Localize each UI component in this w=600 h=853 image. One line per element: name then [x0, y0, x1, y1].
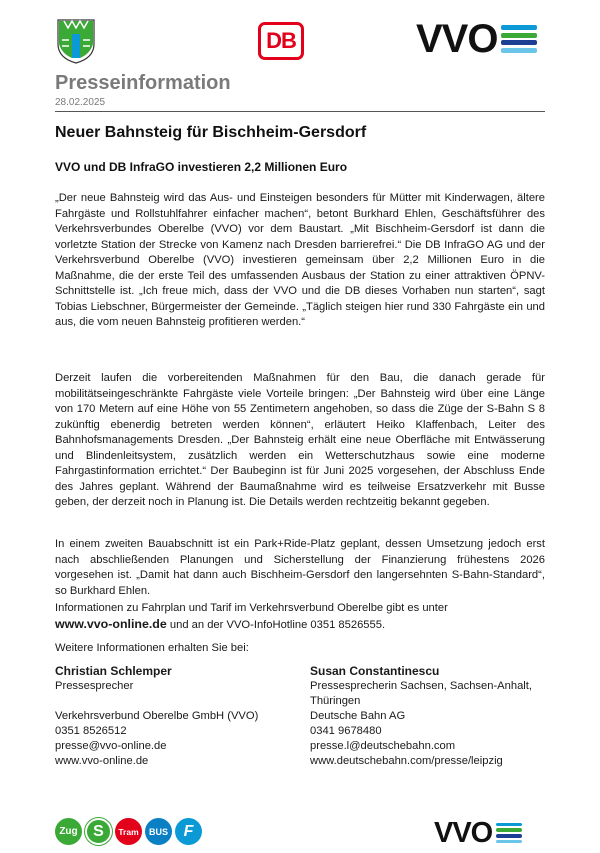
vvo-website-link[interactable]: www.vvo-online.de — [55, 616, 167, 631]
info-text-after: und an der VVO-InfoHotline 0351 8526555. — [166, 618, 386, 631]
db-logo — [258, 22, 304, 60]
vvo-stripes-icon — [501, 25, 537, 53]
municipality-coat-of-arms-logo — [56, 18, 96, 64]
info-paragraph — [55, 601, 545, 633]
contact-organization: Verkehrsverbund Oberelbe GmbH (VVO) — [55, 710, 259, 722]
contact-website-link[interactable]: www.vvo-online.de — [55, 755, 149, 767]
headline: Neuer Bahnsteig für Bischheim-Gersdorf — [55, 124, 367, 141]
vvo-logo-text: VVO — [434, 817, 493, 849]
coat-of-arms-icon — [56, 18, 96, 64]
contact-role: Pressesprecher — [55, 680, 134, 692]
body-paragraph-3: In einem zweiten Bauabschnitt ist ein Park+Ride-Platz geplant, dessen Umsetzung jedoch erst nach abschließenden Planungen und Sicherstellung der Finanzierung frühestens 2026 vorgesehen ist. „Damit hat dann auch Bischheim-Gersdorf den langersehnten S-Bahn-Standard“, so Burkhard Ehlen. — [55, 538, 545, 597]
vvo-stripes-icon — [496, 823, 522, 844]
contact-website-link[interactable]: www.deutschebahn.com/presse/leipzig — [310, 755, 503, 767]
body-paragraph-2: Derzeit laufen die vorbereitenden Maßnahmen für den Bau, die danach gerade für mobilitätseingeschränkte Fahrgäste viele Vorteile bringen: „Der Bahnsteig wird über eine Länge von 170 Metern auf eine Höhe von 55 Zentimetern angehoben, so dass die Züge der S-Bahn S 8 zukünftig ebenerdig betreten werden können“, erläutert Heiko Klaffenbach, Leiter des Bahnhofsmanagements Dresden. „Der Bahnsteig erhält eine neue Oberfläche mit Entwässerung und Blindenleitsystem, zusätzlich werden ein Wetterschutzhaus sowie eine moderne Fahrgastinformation errichtet.“ Der Baubeginn ist für Juni 2025 vorgesehen, der Abschluss Ende des Jahres geplant. Während der Baumaßnahme wird es teilweise Ersatzverkehr mit Busse geben, der derzeit noch in Planung ist. Die Details werden rechtzeitig bekannt gegeben. — [55, 372, 545, 509]
vvo-logo-text: VVO — [416, 17, 498, 61]
tram-badge-icon: Tram — [115, 818, 142, 845]
contact-organization: Deutsche Bahn AG — [310, 710, 406, 722]
zug-badge-icon: Zug — [55, 818, 82, 845]
contact-phone: 0351 8526512 — [55, 725, 127, 737]
vvo-logo-footer — [434, 818, 522, 848]
subheadline: VVO und DB InfraGO investieren 2,2 Millionen Euro — [55, 160, 348, 174]
body-paragraph-1: „Der neue Bahnsteig wird das Aus- und Einsteigen besonders für Mütter mit Kinderwagen, ältere Fahrgäste und Rollstuhlfahrer einfacher machen“, betont Burkhard Ehlen, Geschäftsführer des Verkehrsverbundes Oberelbe (VVO) vor dem Baustart. „Mit Bischheim-Gersdorf ist dann die vorletzte Station der Strecke von Kamenz nach Dresden barrierefrei.“ Die DB InfraGO AG und der Verkehrsverbund Oberelbe (VVO) investieren gemeinsam über 2,2 Millionen Euro in die Maßnahme, die der erste Teil des umfassenden Ausbaus der Station zu einer attraktiven ÖPNV-Schnittstelle ist. „Ich freue mich, dass der VVO und die DB dieses Vorhaben nun starten“, sagt Tobias Liebschner, Bürgermeister der Gemeinde. „Täglich steigen hier rund 330 Fahrgäste ein und aus, die vom neuen Bahnsteig profitieren werden.“ — [55, 192, 545, 329]
transport-mode-badges — [55, 818, 202, 845]
bus-badge-icon: BUS — [145, 818, 172, 845]
ferry-badge-icon: F — [175, 818, 202, 845]
contact-email-link[interactable]: presse.l@deutschebahn.com — [310, 740, 456, 752]
press-title: Presseinformation — [55, 72, 231, 94]
contact-vvo — [55, 664, 295, 769]
info-text-before: Informationen zu Fahrplan und Tarif im Verkehrsverbund Oberelbe gibt es unter — [55, 602, 448, 614]
press-date: 28.02.2025 — [55, 97, 106, 108]
contact-db — [310, 664, 550, 769]
header-divider — [55, 111, 545, 112]
contact-phone: 0341 9678480 — [310, 725, 382, 737]
more-info-line: Weitere Informationen erhalten Sie bei: — [55, 642, 249, 654]
contact-name: Christian Schlemper — [55, 664, 172, 678]
vvo-logo-header — [416, 18, 537, 60]
contact-email-link[interactable]: presse@vvo-online.de — [55, 740, 167, 752]
contact-name: Susan Constantinescu — [310, 664, 440, 678]
sbahn-badge-icon: S — [85, 818, 112, 845]
db-logo-text: DB — [266, 28, 296, 53]
contact-role: Pressesprecherin Sachsen, Sachsen-Anhalt, Thüringen — [310, 680, 533, 707]
